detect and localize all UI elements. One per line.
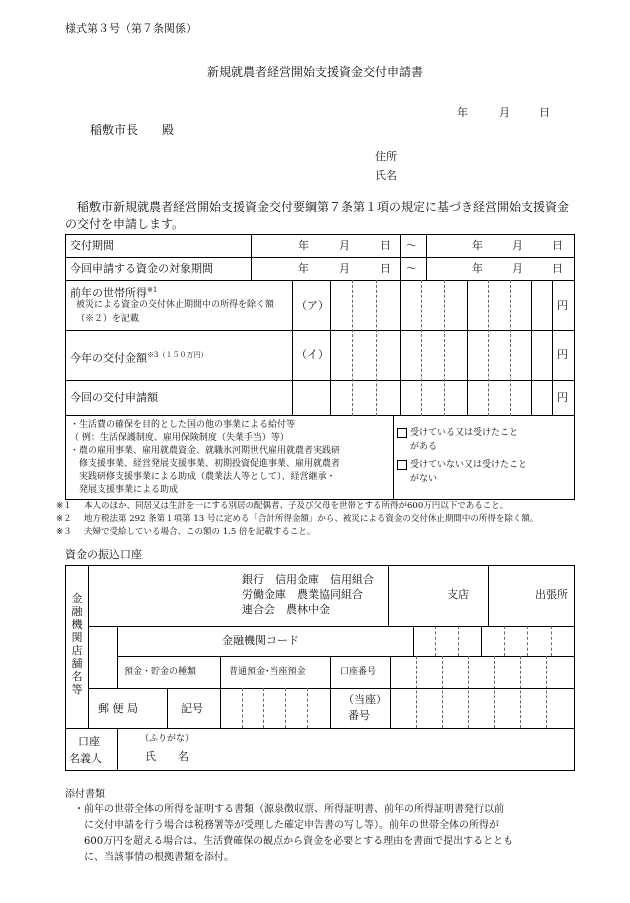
sub-office-label: 出張所 xyxy=(535,588,568,601)
address-label: 住所 xyxy=(375,150,397,163)
r1-tilde: ～ xyxy=(406,239,417,252)
r2-to-year: 年 xyxy=(472,262,483,275)
r2-from-month: 月 xyxy=(339,262,350,275)
note-2-text: 地方税法第 292 条第１項第 13 号に定める「合計所得金額」から、被災による資金の交付休止期間中の所得を除く額。 xyxy=(84,514,539,524)
prev-income-sub: 被災による資金の交付休止期間中の所得を除く額（※２）を記載 xyxy=(76,300,275,324)
holder-label-2: 名義人 xyxy=(69,752,102,765)
note-3-text: 夫婦で受給している場合、この額の 1.5 倍を記載すること。 xyxy=(84,527,316,537)
r1-to-year: 年 xyxy=(472,239,483,252)
mark-i: （イ） xyxy=(296,348,329,361)
mark-a: （ア） xyxy=(296,299,329,312)
r1-from-month: 月 xyxy=(339,239,350,252)
furigana-label: （ふりがな） xyxy=(140,734,195,744)
date-day: 日 xyxy=(539,106,550,119)
prev-income-note: ※1 xyxy=(147,286,158,294)
note-3-mark: ※３ xyxy=(56,527,72,537)
note-1-text: 本人のほか、同居又は生計を一にする別居の配偶者、子及び父母を世帯とする所得が600万円以下であること。 xyxy=(84,501,509,511)
intro-text: 稲敷市新規就農者経営開始支援資金交付要綱第７条第１項の規定に基づき経営開始支援資金の交付を申請します。 xyxy=(65,200,570,231)
received-label-2: がある xyxy=(410,442,438,452)
deposit-type-label: 預金・貯金の種類 xyxy=(124,667,197,677)
note-1-mark: ※１ xyxy=(56,501,72,511)
symbol-label: 記号 xyxy=(181,702,203,715)
r1-from-day: 日 xyxy=(380,239,391,252)
this-time-label: 今回の交付申請額 xyxy=(70,391,158,404)
this-year-note: ※3（１５０万円） xyxy=(147,351,208,359)
fi-type-line-3: 連合会 農林中金 xyxy=(242,603,330,616)
benefit-line: （ 例：生活保護制度、雇用保険制度（失業手当）等） xyxy=(70,433,289,443)
not-received-label-1: 受けていない又は受けたこと xyxy=(410,460,528,470)
date-month: 月 xyxy=(499,106,510,119)
branch-label: 支店 xyxy=(447,588,469,601)
prev-income-text: 前年の世帯所得 xyxy=(70,286,147,300)
note-2-mark: ※２ xyxy=(56,514,72,524)
name-label: 氏名 xyxy=(375,169,397,182)
benefit-line: 実践研修支援事業による助成（農業法人等として）、経営継承・ xyxy=(70,472,336,482)
target-period-label: 今回申請する資金の対象期間 xyxy=(70,262,213,275)
received-checkbox[interactable] xyxy=(397,428,407,438)
delivery-period-label: 交付期間 xyxy=(70,239,114,252)
current-acct-label-2: 番号 xyxy=(348,709,370,722)
yen-a: 円 xyxy=(557,299,568,312)
fi-code-label: 金融機関コード xyxy=(222,634,299,647)
current-acct-label-1: （当座） xyxy=(343,693,387,706)
attachment-line: に、当該事情の根拠書類を添付。 xyxy=(74,852,234,863)
account-number-label: 口座番号 xyxy=(340,667,377,677)
benefit-line: ・農の雇用事業、雇用就農資金、就職氷河期世代雇用就農者実践研 xyxy=(70,446,341,456)
yen-total: 円 xyxy=(557,391,568,404)
r1-to-month: 月 xyxy=(512,239,523,252)
attachment-line: 600万円を超える場合は、生活費確保の観点から資金を必要とする理由を書面で提出するととも xyxy=(74,836,514,847)
r2-to-day: 日 xyxy=(552,262,563,275)
form-title: 新規就農者経営開始支援資金交付申請書 xyxy=(206,65,423,79)
received-label-1: 受けている又は受けたこと xyxy=(410,428,519,438)
attachment-line: ・前年の世帯全体の所得を証明する書類（源泉徴収票、所得証明書、前年の所得証明書発行以前 xyxy=(74,804,504,815)
benefit-line: ・生活費の確保を目的とした国の他の事業による給付等 xyxy=(70,420,296,430)
fi-type-line-1: 銀行 信用金庫 信用組合 xyxy=(242,573,374,586)
benefit-line: 発展支援事業による助成 xyxy=(70,485,179,495)
r2-from-year: 年 xyxy=(298,262,309,275)
yen-i: 円 xyxy=(557,348,568,361)
not-received-label-2: がない xyxy=(410,474,438,484)
r2-to-month: 月 xyxy=(512,262,523,275)
benefit-line: 修支援事業、経営発展支援事業、初期投資促進事業、雇用就農者 xyxy=(70,459,341,469)
holder-label-1: 口座 xyxy=(78,735,100,748)
fi-vertical-label: 金 融 機 関 店 舗 名 等 xyxy=(71,592,83,696)
holder-name-label: 氏 名 xyxy=(145,750,189,763)
date-year: 年 xyxy=(457,106,468,119)
r2-tilde: ～ xyxy=(406,262,417,275)
deposit-type-value[interactable]: 普通預金･当座預金 xyxy=(229,667,306,677)
attachments-title: 添付書類 xyxy=(65,789,105,800)
r1-to-day: 日 xyxy=(552,239,563,252)
attachment-line: に交付申請を行う場合は税務署等が受理した確定申告書の写し等）。前年の世帯全体の所得が xyxy=(74,820,499,831)
post-office-label: 郵 便 局 xyxy=(98,702,138,715)
bank-section-title: 資金の振込口座 xyxy=(65,548,142,561)
form-number: 様式第３号（第７条関係） xyxy=(65,22,197,35)
this-year-text: 今年の交付金額 xyxy=(70,351,147,365)
r1-from-year: 年 xyxy=(298,239,309,252)
fi-type-line-2: 労働金庫 農業協同組合 xyxy=(242,588,363,601)
this-year-label xyxy=(70,348,207,366)
r2-from-day: 日 xyxy=(380,262,391,275)
addressee: 稲敷市長 殿 xyxy=(90,123,175,137)
not-received-checkbox[interactable] xyxy=(397,460,407,470)
